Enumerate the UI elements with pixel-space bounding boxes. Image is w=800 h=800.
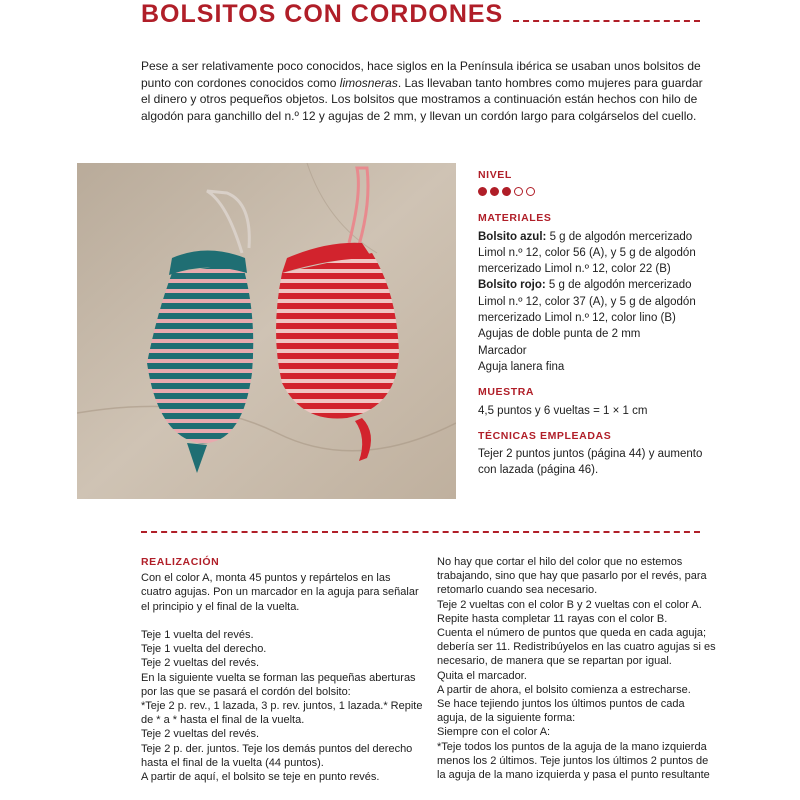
techniques-heading: TÉCNICAS EMPLEADAS bbox=[478, 429, 612, 442]
techniques-text: Tejer 2 puntos juntos (página 44) y aumento con lazada (página 46). bbox=[478, 448, 703, 477]
instruction-line: retomarlo cuando sea necesario. bbox=[437, 584, 598, 597]
instruction-line: cuatro agujas. Pon un marcador en la aguja para señalar bbox=[141, 586, 419, 599]
level-rating bbox=[478, 187, 718, 196]
materials-blue: Bolsito azul: 5 g de algodón mercerizado Limol n.º 12, color 56 (A), y 5 g de algodón mercerizado Limol n.º 12, color 22 (B) bbox=[478, 230, 696, 276]
instruction-line bbox=[141, 614, 431, 628]
instructions-column-2 bbox=[437, 555, 727, 782]
instruction-line: A partir de aquí, el bolsito se teje en punto revés. bbox=[141, 771, 380, 784]
instruction-line: Teje 1 vuelta del revés. bbox=[141, 629, 254, 641]
level-dot bbox=[526, 187, 535, 196]
level-heading: NIVEL bbox=[478, 169, 512, 181]
instruction-line: Con el color A, monta 45 puntos y repártelos en las bbox=[141, 572, 391, 585]
instruction-line: Teje 2 p. der. juntos. Teje los demás puntos del derecho bbox=[141, 742, 413, 755]
materials-heading: MATERIALES bbox=[478, 212, 552, 225]
instruction-line: de * a * hasta el final de la vuelta. bbox=[141, 714, 305, 727]
materials-yarn-needle: Aguja lanera fina bbox=[478, 360, 565, 373]
section-rule bbox=[141, 531, 700, 533]
instruction-line: Se hace tejiendo juntos los últimos puntos de cada bbox=[437, 698, 685, 711]
instructions-column-1 bbox=[141, 555, 431, 784]
instruction-line: Quita el marcador. bbox=[437, 669, 527, 682]
materials-red: Bolsito rojo: 5 g de algodón mercerizado Limol n.º 12, color 37 (A), y 5 g de algodón mercerizado Limol n.º 12, color lino (B) bbox=[478, 279, 696, 325]
level-dot bbox=[502, 187, 511, 196]
instruction-line: Teje 2 vueltas del revés. bbox=[141, 728, 260, 741]
instruction-line: el principio y el final de la vuelta. bbox=[141, 600, 300, 613]
instruction-line: A partir de ahora, el bolsito comienza a estrecharse. bbox=[437, 683, 691, 696]
instruction-line: aguja, de la siguiente forma: bbox=[437, 712, 576, 725]
gauge-heading: MUESTRA bbox=[478, 386, 535, 399]
instruction-line: Teje 2 vueltas del revés. bbox=[141, 657, 260, 670]
instruction-line: la aguja de la mano izquierda y pasa el punto resultante bbox=[437, 769, 710, 782]
instruction-line: hasta el final de la vuelta (44 puntos). bbox=[141, 756, 324, 769]
title-rule bbox=[513, 20, 700, 22]
instruction-line: menos los 2 últimos. Teje juntos los últimos 2 puntos de bbox=[437, 754, 709, 767]
instruction-line: Teje 1 vuelta del derecho. bbox=[141, 643, 267, 656]
instruction-line: *Teje 2 p. rev., 1 lazada, 3 p. rev. juntos, 1 lazada.* Repite bbox=[141, 700, 423, 713]
intro-paragraph: Pese a ser relativamente poco conocidos, hace siglos en la Península ibérica se usaban unos bolsitos de punto con cordones conocidos como limosneras. Las llevaban tanto hombres como mujeres para guardar el dinero y otros pequeños objetos. Los bolsitos que mostramos a continuación están hechos con hilo de algodón para ganchillo del n.º 12 y agujas de 2 mm, y llevan un cordón largo para colgárselos del cuello. bbox=[141, 59, 703, 123]
materials-marker: Marcador bbox=[478, 344, 527, 357]
instruction-line: trabajando, sino que hay que pasarlo por el revés, para bbox=[437, 570, 707, 583]
gauge-text: 4,5 puntos y 6 vueltas = 1 × 1 cm bbox=[478, 404, 648, 417]
instruction-line: debería ser 11. Redistribúyelos en las cuatro agujas si es bbox=[437, 641, 716, 654]
instruction-line: *Teje todos los puntos de la aguja de la mano izquierda bbox=[437, 740, 707, 753]
pouches-photo bbox=[77, 163, 456, 499]
instruction-line: Cuenta el número de puntos que queda en cada aguja; bbox=[437, 627, 707, 640]
instruction-line: No hay que cortar el hilo del color que no estemos bbox=[437, 556, 683, 568]
level-dot bbox=[514, 187, 523, 196]
instruction-line: En la siguiente vuelta se forman las pequeñas aberturas bbox=[141, 671, 416, 684]
page-title: BOLSITOS CON CORDONES bbox=[141, 0, 504, 28]
realizacion-heading: REALIZACIÓN bbox=[141, 556, 220, 568]
instruction-line: por las que se pasará el cordón del bolsito: bbox=[141, 685, 351, 698]
instruction-line: Siempre con el color A: bbox=[437, 726, 551, 739]
instruction-line: Repite hasta completar 11 rayas con el color B. bbox=[437, 612, 668, 625]
level-dot bbox=[490, 187, 499, 196]
level-dot bbox=[478, 187, 487, 196]
instruction-line: Teje 2 vueltas con el color B y 2 vueltas con el color A. bbox=[437, 598, 702, 611]
materials-needles: Agujas de doble punta de 2 mm bbox=[478, 328, 641, 341]
instruction-line: necesario, de manera que se repartan por igual. bbox=[437, 655, 672, 668]
info-sidebar bbox=[478, 167, 718, 488]
